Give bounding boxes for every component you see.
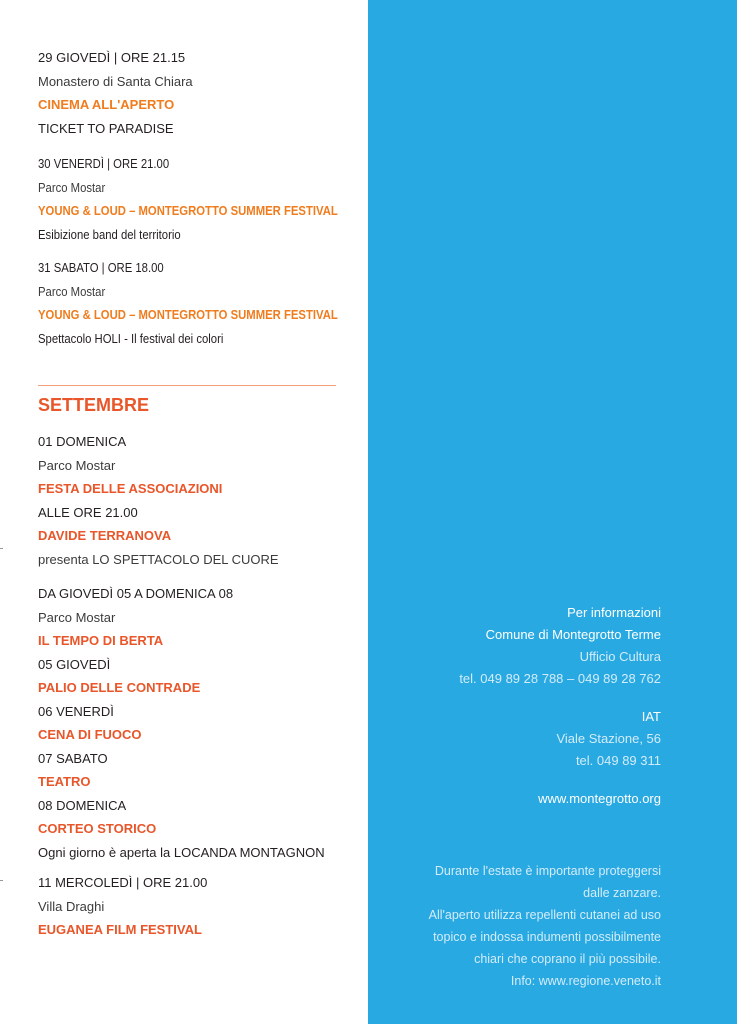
website-link[interactable]: www.montegrotto.org — [538, 791, 661, 806]
event-date: DA GIOVEDÌ 05 A DOMENICA 08 — [38, 586, 234, 601]
event-title: FESTA DELLE ASSOCIAZIONI — [38, 481, 223, 496]
event-place: Monastero di Santa Chiara — [38, 73, 193, 89]
day-label: 08 DOMENICA — [38, 797, 127, 813]
event-date: 30 VENERDÌ | ORE 21.00 — [38, 156, 170, 171]
event-date: 29 GIOVEDÌ | ORE 21.15 — [38, 50, 186, 65]
iat-label: IAT — [641, 709, 661, 724]
mosquito-notice — [429, 860, 661, 992]
event-date: 01 DOMENICA — [38, 434, 127, 449]
website-block — [538, 788, 661, 810]
month-heading: SETTEMBRE — [38, 395, 150, 415]
info-office: Ufficio Cultura — [579, 649, 661, 664]
event-desc: Spettacolo HOLI - Il festival dei colori — [38, 330, 224, 346]
event-05-08-sep — [38, 582, 325, 864]
event-place: Parco Mostar — [38, 609, 116, 625]
event-desc: TICKET TO PARADISE — [38, 120, 174, 136]
fold-mark — [0, 548, 3, 549]
event-title: CINEMA ALL'APERTO — [38, 97, 175, 112]
iat-address: Viale Stazione, 56 — [556, 731, 661, 746]
event-11-sep — [38, 871, 207, 942]
event-30-aug — [38, 152, 338, 246]
event-desc: Ogni giorno è aperta la LOCANDA MONTAGNON — [38, 844, 325, 860]
event-time: ALLE ORE 21.00 — [38, 504, 138, 520]
info-heading: Per informazioni — [567, 605, 661, 620]
event-desc: Esibizione band del territorio — [38, 226, 181, 242]
day-label: 06 VENERDÌ — [38, 703, 114, 719]
event-title: EUGANEA FILM FESTIVAL — [38, 922, 202, 937]
cover-panel — [368, 0, 737, 1024]
day-title: PALIO DELLE CONTRADE — [38, 680, 201, 695]
iat-phone: tel. 049 89 311 — [575, 753, 661, 768]
info-block — [459, 602, 661, 690]
notice-line: chiari che coprano il più possibile. — [474, 952, 661, 966]
day-label: 05 GIOVEDÌ — [38, 656, 111, 672]
schedule-panel — [0, 0, 368, 1024]
event-title: YOUNG & LOUD – MONTEGROTTO SUMMER FESTIVAL — [38, 203, 338, 218]
event-01-sep — [38, 430, 279, 571]
event-29-aug — [38, 46, 193, 140]
section-divider — [38, 385, 336, 386]
event-date: 31 SABATO | ORE 18.00 — [38, 260, 164, 275]
day-label: 07 SABATO — [38, 750, 108, 766]
info-phones: tel. 049 89 28 788 – 049 89 28 762 — [459, 671, 661, 686]
day-title: TEATRO — [38, 774, 91, 789]
event-date: 11 MERCOLEDÌ | ORE 21.00 — [38, 875, 208, 890]
event-place: Parco Mostar — [38, 179, 106, 195]
fold-mark — [0, 880, 3, 881]
event-performer: DAVIDE TERRANOVA — [38, 528, 172, 543]
event-desc: presenta LO SPETTACOLO DEL CUORE — [38, 551, 279, 567]
event-place: Parco Mostar — [38, 283, 106, 299]
notice-line: dalle zanzare. — [583, 886, 661, 900]
event-place: Parco Mostar — [38, 457, 116, 473]
event-31-aug — [38, 256, 338, 350]
day-title: CENA DI FUOCO — [38, 727, 142, 742]
event-title: IL TEMPO DI BERTA — [38, 633, 164, 648]
notice-line: topico e indossa indumenti possibilmente — [433, 930, 661, 944]
notice-line: Durante l'estate è importante proteggersi — [434, 864, 661, 878]
event-title: YOUNG & LOUD – MONTEGROTTO SUMMER FESTIVAL — [38, 307, 338, 322]
iat-block — [556, 706, 661, 772]
day-title: CORTEO STORICO — [38, 821, 157, 836]
event-place: Villa Draghi — [38, 898, 105, 914]
info-org: Comune di Montegrotto Terme — [485, 627, 661, 642]
notice-line: All'aperto utilizza repellenti cutanei ad uso — [428, 908, 661, 922]
notice-line: Info: www.regione.veneto.it — [510, 974, 661, 988]
cover-title — [368, 0, 737, 560]
